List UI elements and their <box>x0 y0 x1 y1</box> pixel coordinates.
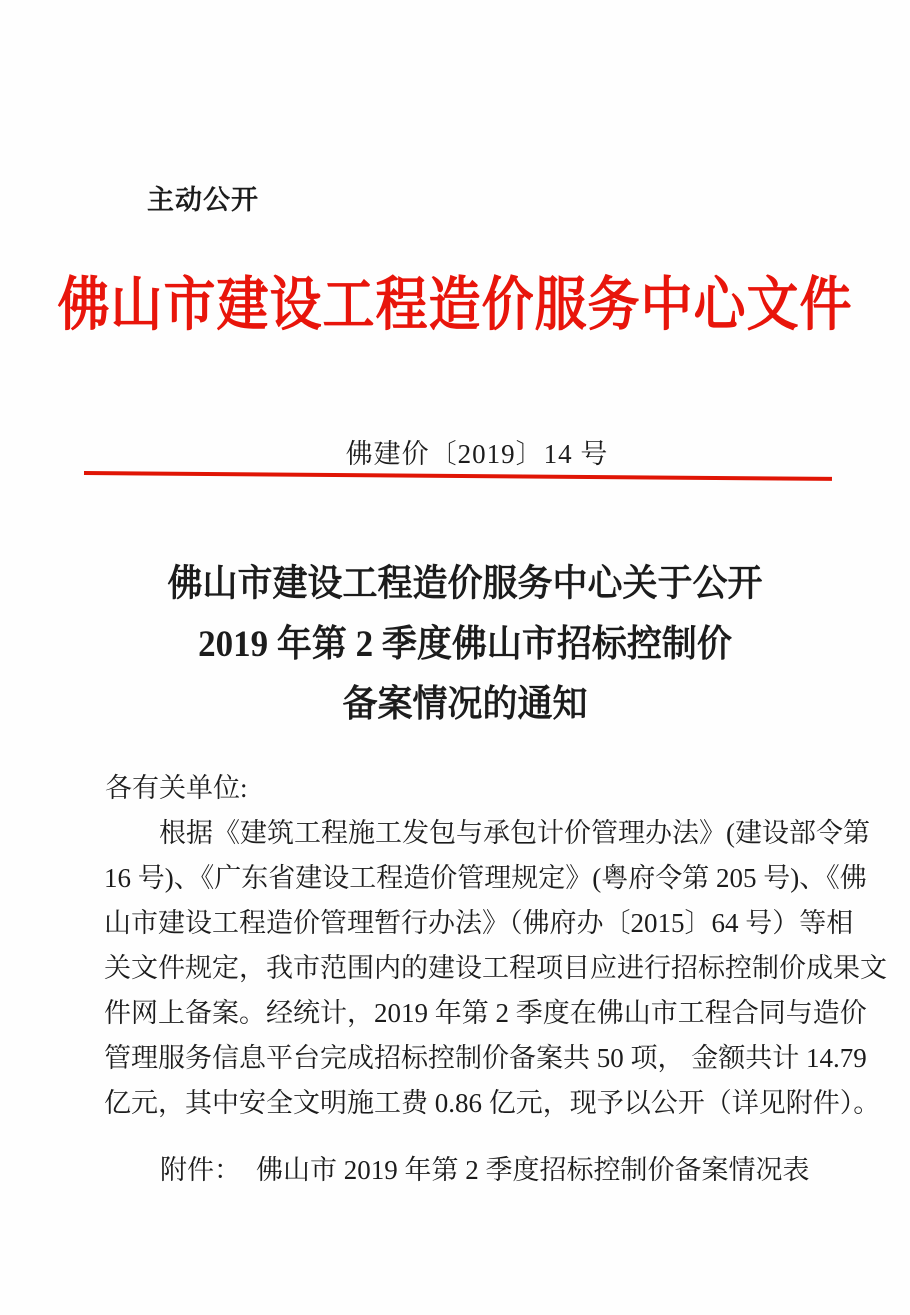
disclosure-label: 主动公开 <box>147 185 259 215</box>
document-title-line-1: 佛山市建设工程造价服务中心关于公开 <box>167 562 763 604</box>
body-line: 件网上备案。经统计，2019 年第 2 季度在佛山市工程合同与造价 <box>104 998 867 1028</box>
salutation: 各有关单位: <box>105 773 248 803</box>
attachment-label: 附件： <box>160 1155 241 1185</box>
body-line: 山市建设工程造价管理暂行办法》（佛府办〔2015〕64 号）等相 <box>104 908 854 938</box>
attachment-line <box>160 1150 810 1190</box>
document-title <box>10 553 910 734</box>
body-paragraph <box>104 811 887 1126</box>
body-line: 关文件规定，我市范围内的建设工程项目应进行招标控制价成果文 <box>104 953 887 983</box>
letterhead-divider-rule <box>84 471 832 481</box>
body-line: 亿元，其中安全文明施工费 0.86 亿元，现予以公开（详见附件）。 <box>104 1088 881 1118</box>
document-title-line-2: 2019 年第 2 季度佛山市招标控制价 <box>198 622 732 665</box>
document-title-line-3: 备案情况的通知 <box>342 683 588 725</box>
body-line: 管理服务信息平台完成招标控制价备案共 50 项， 金额共计 14.79 <box>104 1043 867 1073</box>
document-number: 佛建价〔2019〕14 号 <box>345 439 609 469</box>
attachment-title: 佛山市 2019 年第 2 季度招标控制价备案情况表 <box>256 1155 810 1185</box>
body-line: 根据《建筑工程施工发包与承包计价管理办法》(建设部令第 <box>159 818 870 848</box>
letterhead-title: 佛山市建设工程造价服务中心文件 <box>57 274 853 338</box>
body-line: 16 号)、《广东省建设工程造价管理规定》(粤府令第 205 号)、《佛 <box>104 863 867 893</box>
